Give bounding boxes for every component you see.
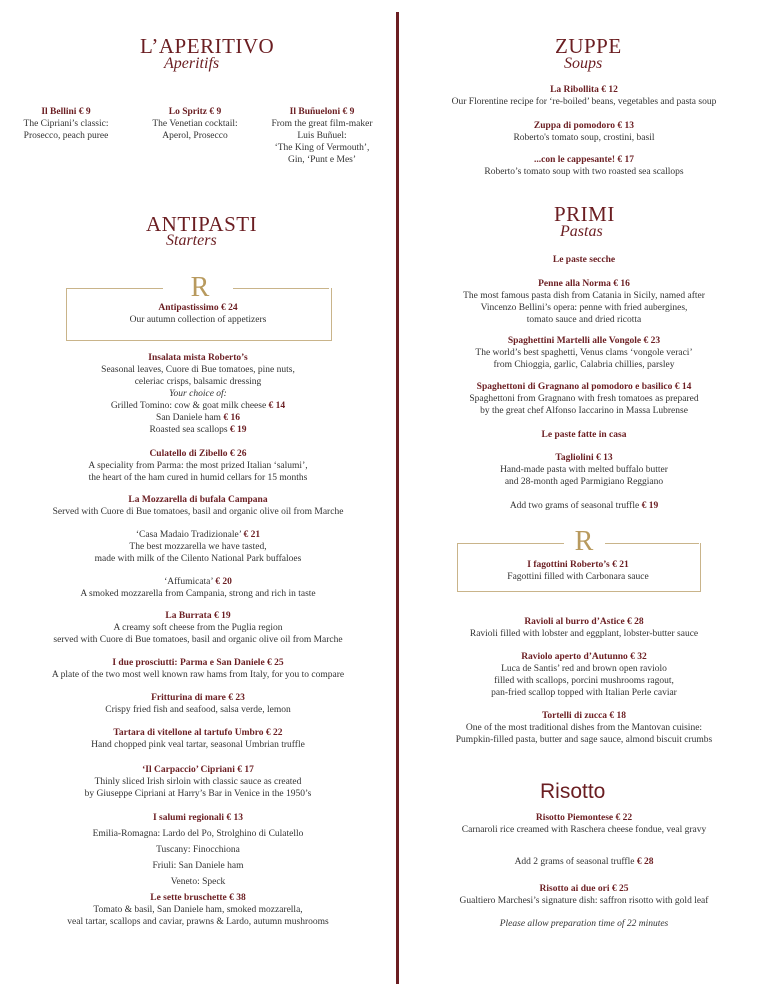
gragnano-item: Spaghettoni di Gragnano al pomodoro e basilico € 14 Spaghettoni from Gragnano with fresh tomatoes as prepared by the great chef Alfonso Iaccarino in Massa Lubrense: [469, 382, 699, 416]
fritturina-item: Fritturina di mare € 23 Crispy fried fish and seafood, salsa verde, lemon: [105, 693, 291, 715]
antipastissimo-item: Antipastissimo € 24 Our autumn collection of appetizers: [129, 303, 267, 325]
bruschette-item: Le sette bruschette € 38 Tomato & basil, San Daniele ham, smoked mozzarella, veal tartar, scallops and caviar, prawns & Lardo, autumn mushrooms: [67, 893, 329, 927]
madaio-item: ‘Casa Madaio Tradizionale’ € 21 The best mozzarella we have tasted, made with milk of the Cilento National Park buffaloes: [94, 530, 302, 564]
aperitivo-title: L’APERITIVO: [140, 34, 275, 58]
zuppe-subtitle: Soups: [564, 55, 603, 72]
vongole-item: Spaghettini Martelli alle Vongole € 23 The world’s best spaghetti, Venus clams ‘vongole veraci’ from Chioggia, garlic, Calabria chillies, parsley: [475, 336, 693, 370]
tortelli-item: Tortelli di zucca € 18 One of the most traditional dishes from the Mantovan cuisine: Pumpkin-filled pasta, butter and sage sauce, almond biscuit crumbs: [455, 711, 713, 745]
right-column: [400, 0, 768, 994]
zuppa-item: ...con le cappesante! € 17 Roberto’s tomato soup with two roasted sea scallops: [484, 155, 684, 177]
primi-subtitle: Pastas: [560, 223, 603, 240]
zuppe-title: ZUPPE: [555, 34, 622, 58]
burrata-item: La Burrata € 19 A creamy soft cheese from the Puglia region served with Cuore di Bue tomatoes, basil and organic olive oil from Marche: [53, 611, 343, 645]
roberto-logo-icon: R: [574, 526, 594, 557]
roberto-logo-icon: R: [190, 272, 210, 303]
raviolo-item: Raviolo aperto d’Autunno € 32 Luca de Santis’ red and brown open raviolo filled with scallops, porcini mushrooms ragout, pan-fried scallop topped with Italian Perle caviar: [491, 652, 677, 698]
norma-item: Penne alla Norma € 16 The most famous pasta dish from Catania in Sicily, named after Vincenzo Bellini’s opera: penne with fried aubergines, tomato sauce and dried ricotta: [463, 279, 705, 325]
aperitivo-subtitle: Aperitifs: [164, 55, 220, 72]
primi-title: PRIMI: [554, 202, 615, 226]
antipasti-title: ANTIPASTI: [146, 212, 258, 236]
aperitif-item: Il Buñueloni € 9 From the great film-maker Luis Buñuel: ‘The King of Vermouth’, Gin, ‘Punt e Mes’: [271, 107, 373, 165]
carpaccio-item: ‘Il Carpaccio’ Cipriani € 17 Thinly sliced Irish sirloin with classic sauce as created by Giuseppe Cipriani at Harry’s Bar in Venice in the 1950’s: [84, 765, 312, 799]
prosciutti-item: I due prosciutti: Parma e San Daniele € 25 A plate of the two most well known raw hams from Italy, for you to compare: [51, 658, 345, 680]
truffle-addon: Add two grams of seasonal truffle € 19: [509, 501, 659, 511]
antipasti-subtitle: Starters: [166, 232, 217, 249]
column-divider: [396, 12, 399, 984]
aperitif-item: Il Bellini € 9 The Cipriani’s classic: Prosecco, peach puree: [23, 107, 109, 141]
risotto-truffle-addon: Add 2 grams of seasonal truffle € 28: [514, 857, 654, 867]
paste-fatte-heading: Le paste fatte in casa: [541, 430, 627, 440]
fagottini-item: I fagottini Roberto’s € 21 Fagottini filled with Carbonara sauce: [507, 560, 649, 582]
risotto-piemontese-item: Risotto Piemontese € 22 Carnaroli rice creamed with Raschera cheese fondue, veal gravy: [461, 813, 707, 835]
preparation-note: Please allow preparation time of 22 minutes: [499, 919, 669, 929]
culatello-item: Culatello di Zibello € 26 A speciality from Parma: the most prized Italian ‘salumi’, the heart of the ham cured in humid cellars for 15 months: [88, 449, 308, 483]
affumicata-item: ‘Affumicata’ € 20 A smoked mozzarella from Campania, strong and rich in taste: [80, 577, 316, 599]
salumi-item: I salumi regionali € 13 Emilia-Romagna: Lardo del Po, Strolghino di Culatello Tuscany: Finocchiona Friuli: San Daniele ham Veneto: Speck: [92, 813, 304, 887]
paste-secche-heading: Le paste secche: [552, 255, 616, 265]
zuppa-item: Zuppa di pomodoro € 13 Roberto's tomato soup, crostini, basil: [513, 121, 655, 143]
mozzarella-item: La Mozzarella di bufala Campana Served with Cuore di Bue tomatoes, basil and organic olive oil from Marche: [52, 495, 344, 517]
tartara-item: Tartara di vitellone al tartufo Umbro € 22 Hand chopped pink veal tartar, seasonal Umbrian truffle: [91, 728, 305, 750]
aperitif-item: Lo Spritz € 9 The Venetian cocktail: Aperol, Prosecco: [152, 107, 238, 141]
tagliolini-item: Tagliolini € 13 Hand-made pasta with melted buffalo butter and 28-month aged Parmigiano Reggiano: [500, 453, 668, 487]
insalata-item: Insalata mista Roberto’s Seasonal leaves, Cuore di Bue tomatoes, pine nuts, celeriac crisps, balsamic dressing Your choice of: Grilled Tomino: cow & goat milk cheese € 14 San Daniele ham € 16 Roasted sea scallops € 19: [101, 353, 295, 435]
zuppa-item: La Ribollita € 12 Our Florentine recipe for ‘re-boiled’ beans, vegetables and pasta soup: [451, 85, 717, 107]
risotto-title: Risotto: [540, 780, 606, 803]
ravioli-item: Ravioli al burro d’Astice € 28 Ravioli filled with lobster and eggplant, lobster-butter sauce: [469, 617, 699, 639]
risotto-ori-item: Risotto ai due ori € 25 Gualtiero Marchesi’s signature dish: saffron risotto with gold leaf: [459, 884, 709, 906]
